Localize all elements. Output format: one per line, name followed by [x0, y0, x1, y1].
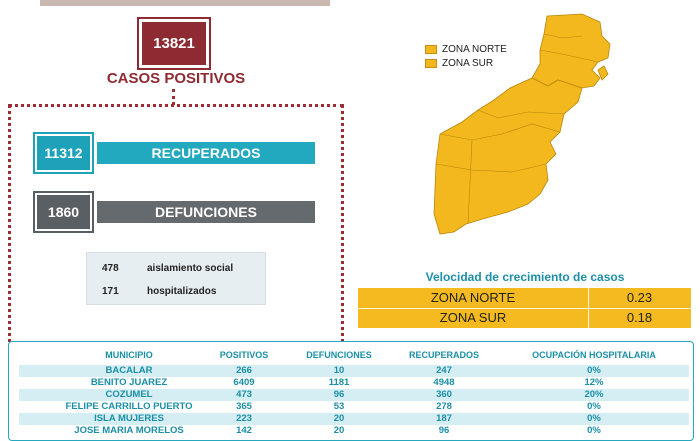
dotted-connector — [172, 89, 175, 105]
cell-defunciones: 53 — [333, 401, 345, 412]
growth-value: 0.18 — [626, 310, 653, 325]
breakdown-value: 171 — [102, 286, 119, 297]
cell-positivos: 365 — [236, 401, 252, 412]
total-cases-value: 13821 — [153, 35, 195, 52]
legend-swatch — [425, 59, 437, 68]
deaths-value: 1860 — [35, 193, 92, 231]
legend-label: ZONA NORTE — [442, 43, 507, 55]
growth-row — [358, 308, 691, 328]
breakdown-label: hospitalizados — [147, 286, 217, 297]
cell-municipio: COZUMEL — [105, 389, 153, 400]
cell-ocupacion: 20% — [584, 389, 604, 400]
cell-recuperados: 360 — [436, 389, 452, 400]
cell-recuperados: 96 — [438, 425, 450, 436]
column-header: OCUPACIÓN HOSPITALARIA — [532, 350, 656, 360]
total-cases-label: CASOS POSITIVOS — [106, 70, 246, 87]
cell-defunciones: 20 — [333, 425, 345, 436]
cell-recuperados: 247 — [436, 365, 452, 376]
growth-title: Velocidad de crecimiento de casos — [425, 270, 625, 284]
table-row — [19, 401, 689, 413]
municipality-table — [8, 341, 694, 441]
cell-municipio: FELIPE CARRILLO PUERTO — [65, 401, 193, 412]
legend-item-north — [425, 42, 507, 56]
breakdown-row — [87, 259, 267, 279]
growth-value: 0.23 — [626, 290, 653, 305]
growth-row — [358, 288, 691, 308]
map-legend — [425, 42, 507, 70]
cell-positivos: 6409 — [233, 377, 255, 388]
cell-municipio: ISLA MUJERES — [94, 413, 164, 424]
cell-ocupacion: 0% — [587, 401, 601, 412]
cell-positivos: 473 — [236, 389, 252, 400]
cell-municipio: BACALAR — [105, 365, 153, 376]
legend-swatch — [425, 45, 437, 54]
cell-ocupacion: 0% — [587, 365, 601, 376]
map-region-south — [434, 78, 582, 234]
table-row — [19, 425, 689, 437]
cell-ocupacion: 0% — [587, 425, 601, 436]
cell-defunciones: 1181 — [328, 377, 350, 388]
growth-zone: ZONA SUR — [439, 310, 507, 325]
table-row — [19, 377, 689, 389]
table-row — [19, 389, 689, 401]
column-header: DEFUNCIONES — [306, 350, 372, 360]
cell-municipio: BENITO JUAREZ — [90, 377, 168, 388]
table-row — [19, 365, 689, 377]
column-header: POSITIVOS — [219, 350, 269, 360]
cell-ocupacion: 0% — [587, 413, 601, 424]
cell-ocupacion: 12% — [584, 377, 604, 388]
breakdown-row — [87, 282, 267, 302]
recovered-row — [35, 134, 320, 172]
total-cases-box — [139, 19, 209, 68]
growth-table — [358, 288, 691, 328]
cell-defunciones: 96 — [333, 389, 345, 400]
recovered-value: 11312 — [35, 134, 92, 172]
table-header — [9, 350, 695, 364]
legend-label: ZONA SUR — [442, 57, 494, 69]
cell-positivos: 223 — [236, 413, 252, 424]
breakdown-box — [86, 252, 266, 305]
cell-defunciones: 20 — [333, 413, 345, 424]
breakdown-value: 478 — [102, 263, 119, 274]
cell-positivos: 266 — [236, 365, 252, 376]
column-header: RECUPERADOS — [408, 350, 479, 360]
breakdown-label: aislamiento social — [147, 263, 234, 274]
cell-defunciones: 10 — [333, 365, 345, 376]
deaths-row — [35, 193, 320, 231]
recovered-label: RECUPERADOS — [97, 142, 315, 164]
cell-positivos: 142 — [236, 425, 252, 436]
cell-municipio: JOSE MARIA MORELOS — [74, 425, 184, 436]
deaths-label: DEFUNCIONES — [97, 201, 315, 223]
growth-zone: ZONA NORTE — [430, 290, 516, 305]
map-region-north — [532, 14, 610, 88]
cell-recuperados: 187 — [436, 413, 452, 424]
cell-recuperados: 4948 — [433, 377, 455, 388]
cell-recuperados: 278 — [436, 401, 452, 412]
column-header: MUNICIPIO — [105, 350, 153, 360]
header-band — [40, 0, 330, 6]
table-row — [19, 413, 689, 425]
legend-item-south — [425, 56, 507, 70]
